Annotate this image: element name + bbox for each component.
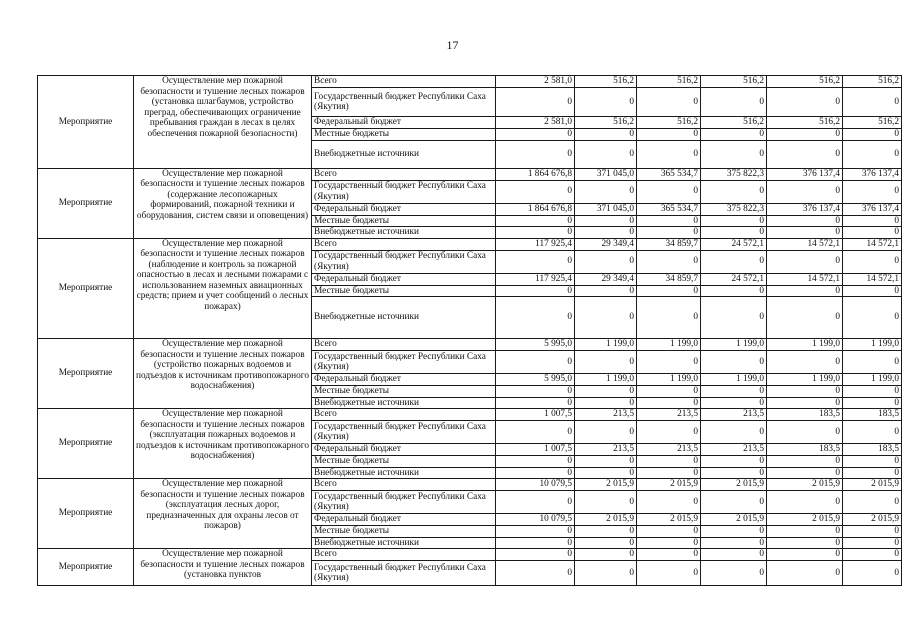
- value-cell: 0: [575, 421, 637, 444]
- value-cell: 29 349,4: [575, 273, 637, 285]
- table-row: [38, 549, 902, 561]
- value-cell: 516,2: [843, 76, 902, 88]
- value-cell: 516,2: [701, 117, 767, 129]
- value-cell: 1 864 676,8: [496, 168, 575, 180]
- value-cell: 0: [767, 227, 843, 239]
- activity-description: Осуществление мер пожарной безопасности и тушение лесных пожаров (эксплуатация пожарных водоемов и подъездов к источникам противопожарного водоснабжения): [134, 409, 312, 479]
- value-cell: 14 572,1: [843, 238, 902, 250]
- value-cell: 0: [575, 351, 637, 374]
- value-cell: 34 859,7: [637, 238, 701, 250]
- activity-description: Осуществление мер пожарной безопасности и тушение лесных пожаров (установка пунктов: [134, 549, 312, 586]
- value-cell: 0: [637, 88, 701, 117]
- value-cell: 0: [843, 129, 902, 141]
- value-cell: 0: [496, 386, 575, 398]
- value-cell: 0: [496, 140, 575, 168]
- value-cell: 213,5: [701, 444, 767, 456]
- value-cell: 376 137,4: [843, 203, 902, 215]
- activity-description: Осуществление мер пожарной безопасности и тушение лесных пожаров (наблюдение и контроль за пожарной опасностью в лесах и лесными пожарами с использованием наземных авиационных средств; прием и учет сообщений о лесных пожарах): [134, 238, 312, 339]
- value-cell: 0: [767, 386, 843, 398]
- value-cell: 0: [701, 227, 767, 239]
- value-cell: 0: [843, 421, 902, 444]
- value-cell: 0: [496, 227, 575, 239]
- value-cell: 0: [575, 88, 637, 117]
- value-cell: 2 581,0: [496, 117, 575, 129]
- source-local-budgets: Местные бюджеты: [312, 215, 496, 227]
- table-row: [38, 409, 902, 421]
- source-extrabudgetary: Внебюджетные источники: [312, 397, 496, 409]
- activity-description: Осуществление мер пожарной безопасности и тушение лесных пожаров (содержание лесопожарных формирований, пожарной техники и оборудования, систем связи и оповещения): [134, 168, 312, 238]
- value-cell: 0: [575, 491, 637, 514]
- value-cell: 0: [637, 227, 701, 239]
- value-cell: 0: [843, 227, 902, 239]
- value-cell: 375 822,3: [701, 168, 767, 180]
- source-total: Всего: [312, 76, 496, 88]
- value-cell: 29 349,4: [575, 238, 637, 250]
- value-cell: 0: [843, 467, 902, 479]
- value-cell: 0: [637, 537, 701, 549]
- value-cell: 0: [701, 421, 767, 444]
- value-cell: 0: [637, 526, 701, 538]
- activity-description: Осуществление мер пожарной безопасности и тушение лесных пожаров (эксплуатация лесных дорог, предназначенных для охраны лесов от пожаров): [134, 479, 312, 549]
- value-cell: 2 015,9: [701, 514, 767, 526]
- value-cell: 375 822,3: [701, 203, 767, 215]
- value-cell: 0: [575, 215, 637, 227]
- value-cell: 0: [767, 88, 843, 117]
- value-cell: 0: [637, 180, 701, 203]
- table-row: [38, 76, 902, 88]
- source-total: Всего: [312, 549, 496, 561]
- value-cell: 0: [767, 526, 843, 538]
- value-cell: 213,5: [575, 444, 637, 456]
- source-total: Всего: [312, 409, 496, 421]
- value-cell: 0: [575, 285, 637, 297]
- value-cell: 0: [496, 491, 575, 514]
- value-cell: 14 572,1: [767, 238, 843, 250]
- value-cell: 0: [767, 285, 843, 297]
- value-cell: 213,5: [637, 409, 701, 421]
- value-cell: 376 137,4: [767, 168, 843, 180]
- value-cell: 365 534,7: [637, 203, 701, 215]
- value-cell: 14 572,1: [843, 273, 902, 285]
- value-cell: 0: [575, 467, 637, 479]
- value-cell: 0: [496, 250, 575, 273]
- value-cell: 0: [701, 456, 767, 468]
- value-cell: 0: [701, 180, 767, 203]
- value-cell: 1 007,5: [496, 409, 575, 421]
- value-cell: 516,2: [701, 76, 767, 88]
- source-total: Всего: [312, 168, 496, 180]
- value-cell: 0: [496, 215, 575, 227]
- value-cell: 183,5: [843, 444, 902, 456]
- source-extrabudgetary: Внебюджетные источники: [312, 297, 496, 339]
- value-cell: 0: [701, 549, 767, 561]
- value-cell: 0: [575, 180, 637, 203]
- value-cell: 0: [496, 421, 575, 444]
- source-regional-budget: Государственный бюджет Республики Саха (Якутия): [312, 180, 496, 203]
- activity-type: Мероприятие: [38, 76, 134, 169]
- value-cell: 516,2: [767, 117, 843, 129]
- source-local-budgets: Местные бюджеты: [312, 456, 496, 468]
- value-cell: 2 015,9: [637, 479, 701, 491]
- value-cell: 0: [843, 140, 902, 168]
- value-cell: 376 137,4: [843, 168, 902, 180]
- value-cell: 0: [637, 491, 701, 514]
- value-cell: 0: [767, 180, 843, 203]
- value-cell: 0: [575, 386, 637, 398]
- value-cell: 0: [701, 215, 767, 227]
- value-cell: 0: [496, 456, 575, 468]
- value-cell: 0: [701, 491, 767, 514]
- value-cell: 0: [701, 88, 767, 117]
- value-cell: 0: [843, 88, 902, 117]
- source-extrabudgetary: Внебюджетные источники: [312, 467, 496, 479]
- value-cell: 24 572,1: [701, 238, 767, 250]
- value-cell: 0: [496, 561, 575, 586]
- value-cell: 0: [767, 397, 843, 409]
- table-row: [38, 339, 902, 351]
- value-cell: 1 199,0: [637, 374, 701, 386]
- source-regional-budget: Государственный бюджет Республики Саха (Якутия): [312, 421, 496, 444]
- value-cell: 0: [575, 526, 637, 538]
- value-cell: 0: [637, 140, 701, 168]
- value-cell: 0: [637, 386, 701, 398]
- value-cell: 0: [575, 297, 637, 339]
- page-number: 17: [446, 38, 459, 52]
- value-cell: 5 995,0: [496, 374, 575, 386]
- value-cell: 1 199,0: [575, 339, 637, 351]
- value-cell: 0: [767, 467, 843, 479]
- value-cell: 0: [496, 549, 575, 561]
- value-cell: 0: [843, 491, 902, 514]
- value-cell: 0: [701, 397, 767, 409]
- value-cell: 0: [843, 250, 902, 273]
- value-cell: 1 199,0: [637, 339, 701, 351]
- activity-description: Осуществление мер пожарной безопасности и тушение лесных пожаров (установка шлагбаумов, устройство преград, обеспечивающих ограничение пребывания граждан в лесах в целях обеспечения пожарной безопасности): [134, 76, 312, 169]
- value-cell: 117 925,4: [496, 238, 575, 250]
- value-cell: 371 045,0: [575, 168, 637, 180]
- value-cell: 0: [575, 561, 637, 586]
- value-cell: 1 199,0: [767, 339, 843, 351]
- value-cell: 2 015,9: [767, 479, 843, 491]
- value-cell: 0: [767, 456, 843, 468]
- value-cell: 1 199,0: [701, 339, 767, 351]
- activity-type: Мероприятие: [38, 168, 134, 238]
- source-federal-budget: Федеральный бюджет: [312, 444, 496, 456]
- source-federal-budget: Федеральный бюджет: [312, 273, 496, 285]
- value-cell: 376 137,4: [767, 203, 843, 215]
- value-cell: 1 199,0: [843, 374, 902, 386]
- value-cell: 0: [496, 88, 575, 117]
- value-cell: 0: [637, 561, 701, 586]
- value-cell: 2 015,9: [843, 479, 902, 491]
- table-row: [38, 479, 902, 491]
- value-cell: 0: [637, 285, 701, 297]
- value-cell: 10 079,5: [496, 514, 575, 526]
- value-cell: 0: [637, 129, 701, 141]
- value-cell: 0: [843, 351, 902, 374]
- source-local-budgets: Местные бюджеты: [312, 386, 496, 398]
- value-cell: 0: [701, 285, 767, 297]
- value-cell: 0: [767, 140, 843, 168]
- value-cell: 0: [843, 456, 902, 468]
- value-cell: 365 534,7: [637, 168, 701, 180]
- value-cell: 0: [575, 227, 637, 239]
- value-cell: 0: [637, 467, 701, 479]
- value-cell: 2 015,9: [843, 514, 902, 526]
- value-cell: 0: [496, 397, 575, 409]
- value-cell: 0: [843, 285, 902, 297]
- value-cell: 0: [637, 297, 701, 339]
- value-cell: 0: [496, 129, 575, 141]
- value-cell: 24 572,1: [701, 273, 767, 285]
- value-cell: 0: [843, 386, 902, 398]
- activity-type: Мероприятие: [38, 339, 134, 409]
- source-total: Всего: [312, 479, 496, 491]
- value-cell: 2 581,0: [496, 76, 575, 88]
- source-extrabudgetary: Внебюджетные источники: [312, 537, 496, 549]
- value-cell: 0: [701, 250, 767, 273]
- value-cell: 0: [575, 129, 637, 141]
- value-cell: 2 015,9: [701, 479, 767, 491]
- value-cell: 0: [767, 215, 843, 227]
- value-cell: 0: [496, 180, 575, 203]
- value-cell: 183,5: [843, 409, 902, 421]
- value-cell: 0: [701, 467, 767, 479]
- value-cell: 0: [575, 456, 637, 468]
- value-cell: 0: [701, 140, 767, 168]
- value-cell: 14 572,1: [767, 273, 843, 285]
- value-cell: 371 045,0: [575, 203, 637, 215]
- value-cell: 2 015,9: [575, 479, 637, 491]
- value-cell: 0: [496, 297, 575, 339]
- value-cell: 0: [767, 549, 843, 561]
- value-cell: 183,5: [767, 444, 843, 456]
- value-cell: 117 925,4: [496, 273, 575, 285]
- funding-table: [37, 75, 902, 586]
- source-local-budgets: Местные бюджеты: [312, 285, 496, 297]
- value-cell: 1 007,5: [496, 444, 575, 456]
- activity-description: Осуществление мер пожарной безопасности и тушение лесных пожаров (устройство пожарных водоемов и подъездов к источникам противопожарного водоснабжения): [134, 339, 312, 409]
- source-local-budgets: Местные бюджеты: [312, 526, 496, 538]
- value-cell: 34 859,7: [637, 273, 701, 285]
- value-cell: 516,2: [575, 76, 637, 88]
- value-cell: 0: [496, 537, 575, 549]
- value-cell: 0: [637, 351, 701, 374]
- value-cell: 0: [767, 421, 843, 444]
- value-cell: 516,2: [767, 76, 843, 88]
- value-cell: 1 199,0: [701, 374, 767, 386]
- value-cell: 516,2: [637, 76, 701, 88]
- value-cell: 0: [767, 491, 843, 514]
- value-cell: 0: [843, 526, 902, 538]
- value-cell: 0: [843, 297, 902, 339]
- value-cell: 0: [701, 351, 767, 374]
- value-cell: 516,2: [637, 117, 701, 129]
- value-cell: 0: [637, 215, 701, 227]
- source-total: Всего: [312, 238, 496, 250]
- activity-type: Мероприятие: [38, 409, 134, 479]
- value-cell: 0: [575, 537, 637, 549]
- value-cell: 0: [701, 561, 767, 586]
- value-cell: 0: [496, 526, 575, 538]
- value-cell: 516,2: [843, 117, 902, 129]
- value-cell: 1 199,0: [767, 374, 843, 386]
- value-cell: 0: [843, 180, 902, 203]
- value-cell: 0: [701, 537, 767, 549]
- value-cell: 0: [701, 297, 767, 339]
- value-cell: 0: [767, 297, 843, 339]
- value-cell: 0: [701, 129, 767, 141]
- value-cell: 0: [637, 549, 701, 561]
- source-total: Всего: [312, 339, 496, 351]
- value-cell: 0: [767, 129, 843, 141]
- value-cell: 2 015,9: [575, 514, 637, 526]
- value-cell: 0: [843, 549, 902, 561]
- activity-type: Мероприятие: [38, 479, 134, 549]
- value-cell: 0: [575, 140, 637, 168]
- activity-type: Мероприятие: [38, 549, 134, 586]
- value-cell: 0: [496, 467, 575, 479]
- source-regional-budget: Государственный бюджет Республики Саха (Якутия): [312, 491, 496, 514]
- value-cell: 0: [701, 386, 767, 398]
- table-row: [38, 168, 902, 180]
- value-cell: 0: [575, 397, 637, 409]
- table-row: [38, 238, 902, 250]
- source-extrabudgetary: Внебюджетные источники: [312, 140, 496, 168]
- value-cell: 1 864 676,8: [496, 203, 575, 215]
- value-cell: 2 015,9: [637, 514, 701, 526]
- value-cell: 1 199,0: [575, 374, 637, 386]
- value-cell: 516,2: [575, 117, 637, 129]
- value-cell: 0: [575, 250, 637, 273]
- value-cell: 10 079,5: [496, 479, 575, 491]
- value-cell: 183,5: [767, 409, 843, 421]
- value-cell: 5 995,0: [496, 339, 575, 351]
- value-cell: 0: [843, 397, 902, 409]
- source-federal-budget: Федеральный бюджет: [312, 514, 496, 526]
- value-cell: 0: [843, 215, 902, 227]
- value-cell: 0: [637, 397, 701, 409]
- value-cell: 213,5: [701, 409, 767, 421]
- value-cell: 0: [767, 537, 843, 549]
- source-extrabudgetary: Внебюджетные источники: [312, 227, 496, 239]
- source-local-budgets: Местные бюджеты: [312, 129, 496, 141]
- source-federal-budget: Федеральный бюджет: [312, 203, 496, 215]
- value-cell: 0: [637, 456, 701, 468]
- value-cell: 0: [575, 549, 637, 561]
- funding-table-body: [38, 76, 902, 586]
- value-cell: 0: [767, 351, 843, 374]
- value-cell: 213,5: [637, 444, 701, 456]
- value-cell: 0: [496, 285, 575, 297]
- value-cell: 213,5: [575, 409, 637, 421]
- value-cell: 0: [496, 351, 575, 374]
- value-cell: 2 015,9: [767, 514, 843, 526]
- value-cell: 0: [843, 561, 902, 586]
- value-cell: 0: [637, 421, 701, 444]
- value-cell: 1 199,0: [843, 339, 902, 351]
- value-cell: 0: [843, 537, 902, 549]
- source-regional-budget: Государственный бюджет Республики Саха (Якутия): [312, 351, 496, 374]
- source-regional-budget: Государственный бюджет Республики Саха (Якутия): [312, 88, 496, 117]
- source-regional-budget: Государственный бюджет Республики Саха (Якутия): [312, 250, 496, 273]
- source-federal-budget: Федеральный бюджет: [312, 117, 496, 129]
- value-cell: 0: [637, 250, 701, 273]
- value-cell: 0: [767, 250, 843, 273]
- activity-type: Мероприятие: [38, 238, 134, 339]
- value-cell: 0: [767, 561, 843, 586]
- value-cell: 0: [701, 526, 767, 538]
- source-federal-budget: Федеральный бюджет: [312, 374, 496, 386]
- source-regional-budget: Государственный бюджет Республики Саха (Якутия): [312, 561, 496, 586]
